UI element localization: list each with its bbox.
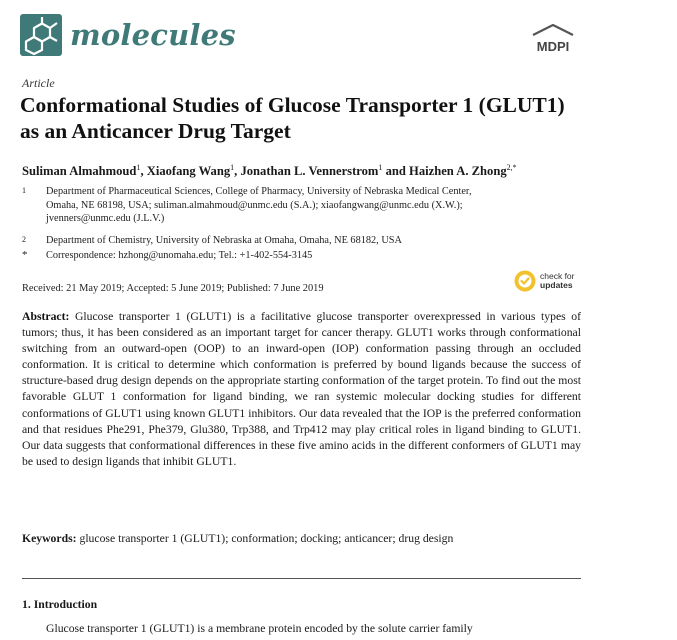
author-affiliation-mark: 2,* <box>506 163 517 172</box>
affiliation-line: Omaha, NE 68198, USA; suliman.almahmoud@unmc.edu (S.A.); xiaofangwang@unmc.edu (X.W.); <box>46 199 463 211</box>
check-for-updates-line2: updates <box>540 280 573 290</box>
publisher-logo-text: MDPI <box>536 39 570 54</box>
publisher-logo <box>524 22 582 56</box>
article-type: Article <box>22 76 55 90</box>
author-name: Xiaofang Wang <box>146 164 231 179</box>
affiliation-line: jvenners@unmc.edu (J.L.V.) <box>46 213 165 224</box>
author-affiliation-mark: 1 <box>378 163 383 172</box>
abstract <box>22 309 581 470</box>
molecule-hexagon-icon <box>20 14 62 56</box>
author-separator: , <box>140 164 147 179</box>
abstract-text: Glucose transporter 1 (GLUT1) is a facilitative glucose transporter overexpressed in various types of tumors; thus, it has been considered as an important target for cancer therapy. GLUT1 works through conformational switching from an outward-open (OOP) to an inward-open (IOP) conformation passing through an occluded conformation. It is critical to determine which conformation is preferred by bound ligands because the success of structure-based drug design depends on the appropriate starting conformation of the target protein. To find out the most favorable GLUT 1 conformation for ligand binding, we ran systemic molecular docking studies for different conformations of GLUT1 using known GLUT1 inhibitors. Our data revealed that the IOP is the preferred conformation and that residues Phe291, Phe379, Glu380, Trp388, and Trp412 may play critical roles in ligand binding to GLUT1. Our data suggests that conformational differences in these five amino acids in the different conformers of GLUT1 may be used to design ligands that inhibit GLUT1. <box>22 310 581 468</box>
affiliation-line: Department of Pharmaceutical Sciences, College of Pharmacy, University of Nebraska Medical Center, <box>46 186 472 197</box>
correspondence-mark: * <box>22 249 28 261</box>
check-for-updates-badge[interactable] <box>514 270 575 292</box>
affiliation-line: Department of Chemistry, University of Nebraska at Omaha, Omaha, NE 68182, USA <box>46 235 402 246</box>
author-affiliation-mark: 1 <box>230 163 235 172</box>
author-name: Haizhen A. Zhong <box>409 164 507 179</box>
affiliation-mark: 1 <box>22 186 26 195</box>
correspondence-line: Correspondence: hzhong@unomaha.edu; Tel.: +1-402-554-3145 <box>46 250 313 261</box>
keywords-label: Keywords: <box>22 532 77 545</box>
publication-dates: Received: 21 May 2019; Accepted: 5 June 2019; Published: 7 June 2019 <box>22 283 324 294</box>
author-name: Suliman Almahmoud <box>22 164 137 179</box>
keywords <box>22 532 453 545</box>
author-separator: , <box>234 164 241 179</box>
keywords-text: glucose transporter 1 (GLUT1); conformation; docking; anticancer; drug design <box>79 532 454 545</box>
author-separator: and <box>382 164 410 179</box>
journal-name: molecules <box>70 18 236 52</box>
introduction-paragraph: Glucose transporter 1 (GLUT1) is a membrane protein encoded by the solute carrier family <box>46 622 473 635</box>
section-heading-introduction: 1. Introduction <box>22 598 98 611</box>
section-divider <box>22 578 581 579</box>
check-for-updates-text <box>540 272 575 290</box>
journal-header <box>20 12 236 58</box>
article-title: Conformational Studies of Glucose Transporter 1 (GLUT1) as an Anticancer Drug Target <box>20 93 565 143</box>
abstract-label: Abstract: <box>22 310 70 323</box>
check-for-updates-icon <box>514 270 536 292</box>
affiliation-mark: 2 <box>22 235 26 244</box>
author-list <box>22 163 517 179</box>
author-name: Jonathan L. Vennerstrom <box>240 164 379 179</box>
author-affiliation-mark: 1 <box>136 163 141 172</box>
check-for-updates-line1: check for <box>540 271 575 281</box>
